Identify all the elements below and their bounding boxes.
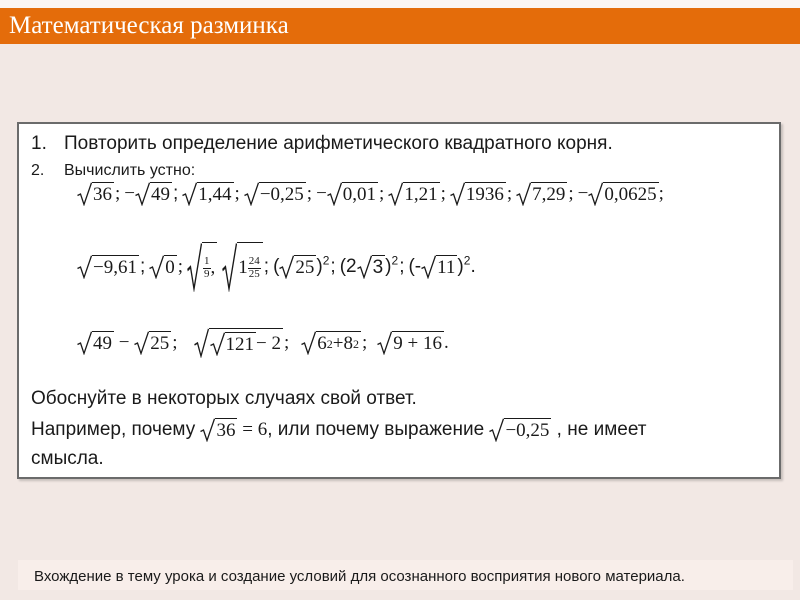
base: 8 <box>343 333 353 355</box>
minus-sign: − <box>316 183 327 204</box>
radical-sign-icon <box>200 418 215 442</box>
exponent: 2 <box>391 253 399 268</box>
sqrt-expression <box>134 331 171 355</box>
sqrt-expression <box>200 418 237 442</box>
footer-band <box>18 560 793 590</box>
minus-sign: − <box>114 332 135 353</box>
note-text: Например, почему <box>31 419 201 441</box>
radical-sign-icon <box>588 182 603 206</box>
task-2-text: Вычислить устно: <box>64 162 196 179</box>
radicand <box>202 242 217 292</box>
fraction <box>248 256 261 280</box>
radicand: 1,44 <box>197 182 233 206</box>
radicand: −0,25 <box>504 418 551 442</box>
radical-sign-icon <box>279 255 294 279</box>
radicand: −9,61 <box>92 255 139 279</box>
header-bar <box>0 8 800 44</box>
numerator: 24 <box>248 254 260 267</box>
radicand: 9 + 16 <box>392 331 444 355</box>
minus-term: − 2 <box>256 333 281 355</box>
radical-sign-icon <box>194 328 209 358</box>
note-text: , или почему выражение <box>267 419 490 441</box>
sqrt-expression <box>421 255 457 279</box>
top-strip <box>0 0 800 8</box>
minus-sign: − <box>577 183 589 204</box>
exponent: 2 <box>322 253 330 268</box>
equation-result: = 6 <box>237 419 268 441</box>
sqrt-nested <box>194 328 283 358</box>
radical-sign-icon <box>77 255 92 279</box>
radicand: 0,01 <box>342 182 378 206</box>
sqrt-expression <box>182 182 233 206</box>
separator: ; <box>361 332 368 353</box>
sqrt-fraction <box>187 242 217 292</box>
paren: ( <box>273 256 280 277</box>
sqrt-expression <box>135 182 172 206</box>
separator: ; <box>234 183 240 204</box>
task-1-number: 1. <box>31 133 47 154</box>
radical-sign-icon <box>489 418 504 442</box>
denominator: 25 <box>248 267 260 280</box>
paren: (- <box>408 256 422 277</box>
radical-sign-icon <box>77 331 92 355</box>
numerator: 1 <box>204 254 210 267</box>
task-1-text: Повторить определение арифметического квадратного корня. <box>64 133 613 154</box>
radical-sign-icon <box>450 182 465 206</box>
separator: ; <box>330 256 336 277</box>
radicand: 7,29 <box>531 182 567 206</box>
sqrt-expression <box>149 255 177 279</box>
radicand: 49 <box>150 182 172 206</box>
footer-caption: Вхождение в тему урока и создание условий для осознанного восприятия нового материала. <box>34 568 685 585</box>
radicand: 1936 <box>465 182 506 206</box>
separator: . <box>443 332 449 353</box>
radical-sign-icon <box>187 242 202 292</box>
radical-sign-icon <box>210 332 225 356</box>
radicand: 25 <box>294 255 316 279</box>
separator: ; <box>177 256 184 277</box>
paren: ) <box>457 256 464 277</box>
sqrt-mixed-number <box>222 242 263 292</box>
radicand <box>316 331 361 355</box>
whole-part: 1 <box>238 257 248 279</box>
paren: (2 <box>339 256 357 277</box>
sqrt-expression <box>516 182 567 206</box>
radicand: 121 <box>225 332 257 356</box>
expression-row-2 <box>77 242 476 294</box>
base: 6 <box>317 333 327 355</box>
separator: ; <box>172 332 178 353</box>
radicand: 11 <box>436 255 457 279</box>
task-1 <box>31 133 613 155</box>
denominator: 9 <box>204 267 210 280</box>
sqrt-expression <box>489 418 551 442</box>
sqrt-expression <box>388 182 439 206</box>
separator: ; <box>506 183 513 204</box>
sqrt-expression <box>244 182 306 206</box>
sqrt-expression <box>210 332 257 356</box>
radical-sign-icon <box>77 182 92 206</box>
radical-sign-icon <box>135 182 150 206</box>
sqrt-expression <box>301 331 361 355</box>
separator: , <box>210 257 216 279</box>
sqrt-expression <box>279 255 316 279</box>
task-2-number: 2. <box>31 162 45 179</box>
separator: ; <box>399 256 405 277</box>
separator: ; <box>658 183 664 204</box>
slide-title: Математическая разминка <box>9 12 289 39</box>
sqrt-expression <box>357 255 386 279</box>
radicand: 3 <box>372 255 386 279</box>
radical-sign-icon <box>301 331 316 355</box>
radicand <box>209 328 283 358</box>
radical-sign-icon <box>357 255 372 279</box>
radical-sign-icon <box>244 182 259 206</box>
separator: ; <box>283 332 290 353</box>
content-box <box>17 122 781 479</box>
note-line-2 <box>31 418 646 442</box>
radical-sign-icon <box>388 182 403 206</box>
radical-sign-icon <box>377 331 392 355</box>
sqrt-expression <box>77 331 114 355</box>
radical-sign-icon <box>134 331 149 355</box>
exponent: 2 <box>352 336 359 351</box>
separator: ; <box>306 183 313 204</box>
expression-row-3 <box>77 328 449 362</box>
minus-sign: − <box>124 183 135 204</box>
fraction <box>203 256 211 280</box>
separator: ; <box>263 256 270 277</box>
radicand: 25 <box>149 331 171 355</box>
task-2 <box>31 162 195 180</box>
expression-row-1 <box>77 182 664 216</box>
separator: ; <box>568 183 574 204</box>
radicand: 36 <box>215 418 237 442</box>
separator: ; <box>115 183 121 204</box>
sqrt-expression <box>77 182 114 206</box>
radical-sign-icon <box>421 255 436 279</box>
radicand <box>237 242 263 292</box>
sqrt-expression <box>450 182 506 206</box>
radical-sign-icon <box>516 182 531 206</box>
radicand: 0 <box>164 255 177 279</box>
separator: . <box>470 256 476 277</box>
radicand: 49 <box>92 331 114 355</box>
sqrt-expression <box>588 182 658 206</box>
separator: ; <box>440 183 446 204</box>
note-text: , не имеет <box>551 419 647 441</box>
sqrt-expression <box>327 182 378 206</box>
radical-sign-icon <box>327 182 342 206</box>
radicand: 1,21 <box>403 182 439 206</box>
separator: ; <box>173 183 179 204</box>
sqrt-expression <box>77 255 139 279</box>
note-line-1: Обоснуйте в некоторых случаях свой ответ. <box>31 388 417 409</box>
sqrt-expression <box>377 331 444 355</box>
paren: ) <box>316 256 323 277</box>
radical-sign-icon <box>182 182 197 206</box>
paren: ) <box>385 256 392 277</box>
radical-sign-icon <box>149 255 164 279</box>
radicand: −0,25 <box>259 182 306 206</box>
separator: ; <box>139 256 146 277</box>
plus-sign: + <box>332 333 344 355</box>
radicand: 0,0625 <box>603 182 658 206</box>
radical-sign-icon <box>222 242 237 292</box>
note-line-3: смысла. <box>31 448 104 469</box>
radicand: 36 <box>92 182 114 206</box>
separator: ; <box>379 183 385 204</box>
exponent: 2 <box>326 336 333 351</box>
exponent: 2 <box>463 253 471 268</box>
